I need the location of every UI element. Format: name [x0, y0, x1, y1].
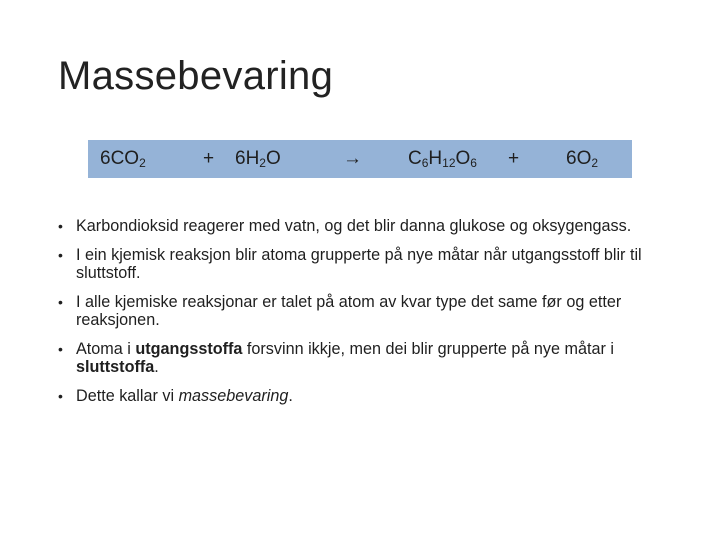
equation-term-o2: $6O_2$: [566, 148, 599, 170]
slide-title: Massebevaring: [58, 54, 334, 98]
equation-term-glucose: $C_6H_{12}O_6$: [408, 148, 477, 170]
bullet-text: I ein kjemisk reaksjon blir atoma grupperte på nye måtar når utgangsstoff blir til sluttstoff.: [76, 246, 642, 282]
term-utgangsstoffa: utgangsstoffa: [135, 340, 243, 358]
bullet-marker: •: [58, 294, 63, 310]
bullet-item: [56, 246, 676, 282]
bullet-marker: •: [58, 218, 63, 234]
bullet-marker: •: [58, 341, 63, 357]
bullet-item: [56, 217, 676, 235]
bullet-text: Karbondioksid reagerer med vatn, og det blir danna glukose og oksygengass.: [76, 217, 632, 235]
bullet-list: [56, 217, 676, 416]
term-massebevaring: massebevaring: [178, 387, 289, 405]
bullet-item: [56, 293, 676, 329]
equation-term-h2o: $6H_2O$: [235, 148, 281, 170]
equation-bar: [88, 140, 632, 178]
equation-term-co2: $6CO_2$: [100, 148, 146, 170]
bullet-item: [56, 340, 676, 376]
bullet-text: I alle kjemiske reaksjonar er talet på atom av kvar type det same før og etter reaksjonen.: [76, 293, 622, 329]
equation-arrow: →: [343, 148, 362, 169]
bullet-text: Dette kallar vi massebevaring.: [76, 387, 293, 405]
term-sluttstoffa: sluttstoffa: [76, 358, 155, 376]
bullet-text: Atoma i utgangsstoffa forsvinn ikkje, men dei blir grupperte på nye måtar i sluttstoffa.: [76, 340, 614, 376]
bullet-marker: •: [58, 247, 63, 263]
equation-plus: +: [203, 148, 215, 169]
bullet-marker: •: [58, 388, 63, 404]
bullet-item: [56, 387, 676, 405]
equation-plus: +: [508, 148, 520, 169]
